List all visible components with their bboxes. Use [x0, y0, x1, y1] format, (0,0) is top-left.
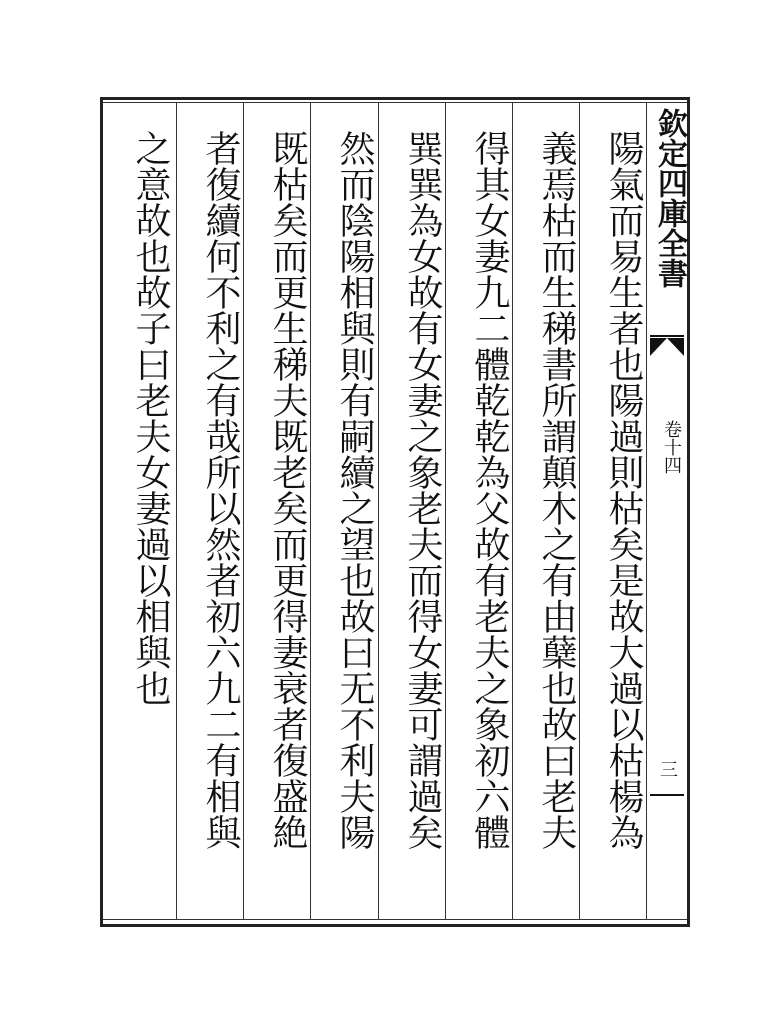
volume-label: 卷十四	[661, 420, 682, 474]
fish-tail-mark	[650, 338, 684, 356]
fish-tail-line-lower	[650, 794, 684, 796]
frame-left-border	[100, 97, 103, 927]
page-number: 三	[657, 760, 678, 778]
text-column-4: 巽巽為女故有女妻之象老夫而得女妻可謂過矣	[402, 130, 443, 850]
text-column-6: 既枯矣而更生稊夫既老矣而更得妻衰者復盛絶	[267, 130, 308, 850]
column-rule	[512, 103, 513, 919]
frame-bottom-inner-border	[100, 919, 690, 920]
column-rule	[310, 103, 311, 919]
book-title: 欽定四庫全書	[652, 108, 687, 288]
fish-tail-line	[650, 335, 684, 337]
column-rule	[445, 103, 446, 919]
frame-bottom-border	[100, 924, 690, 927]
column-rule	[579, 103, 580, 919]
frame-top-border	[100, 97, 690, 100]
frame-top-inner-border	[100, 102, 690, 103]
text-column-1: 陽氣而易生者也陽過則枯矣是故大過以枯楊為	[603, 130, 644, 850]
text-column-7: 者復續何不利之有哉所以然者初六九二有相與	[200, 130, 241, 850]
text-column-3: 得其女妻九二體乾乾為父故有老夫之象初六體	[469, 130, 510, 850]
text-column-8: 之意故也故子曰老夫女妻過以相與也	[130, 130, 171, 706]
text-column-2: 義焉枯而生稊書所謂顛木之有由蘖也故曰老夫	[536, 130, 577, 850]
column-rule	[176, 103, 177, 919]
frame-right-border	[687, 97, 690, 927]
column-rule	[378, 103, 379, 919]
column-rule	[243, 103, 244, 919]
text-column-5: 然而陰陽相與則有嗣續之望也故曰无不利夫陽	[334, 130, 375, 850]
